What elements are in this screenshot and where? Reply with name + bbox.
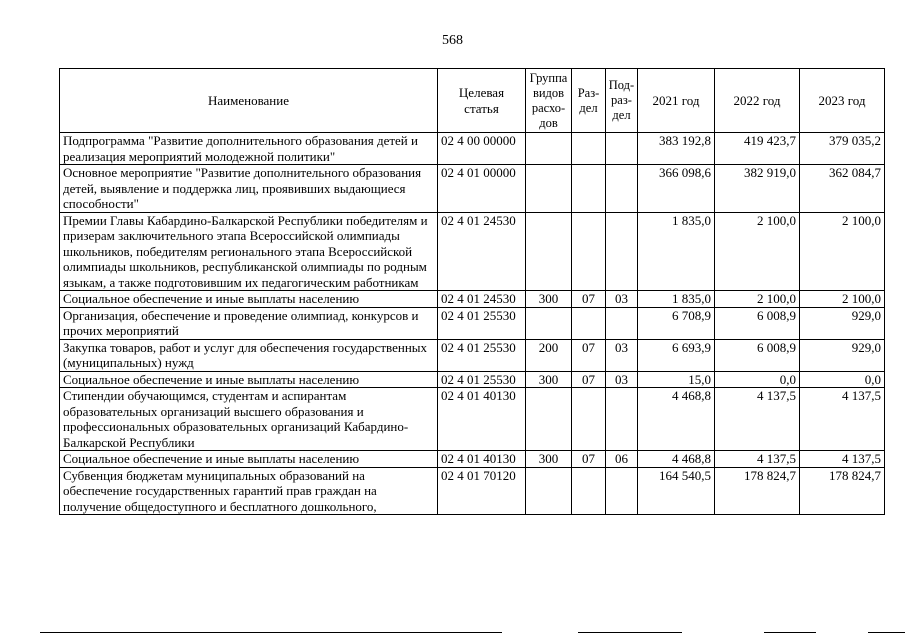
header-year-2023: 2023 год	[800, 69, 885, 133]
header-year-2021: 2021 год	[638, 69, 715, 133]
row-subsection: 03	[606, 339, 638, 371]
row-target-article: 02 4 01 40130	[438, 388, 526, 451]
row-expense-group	[526, 165, 572, 213]
row-expense-group: 300	[526, 291, 572, 308]
header-subsection: Под-раз-дел	[606, 69, 638, 133]
row-name: Стипендии обучающимся, студентам и аспирантам образовательных организаций высшего образования и профессиональных образовательных организаций Кабардино-Балкарской Республики	[60, 388, 438, 451]
table-row	[60, 388, 885, 451]
row-section	[572, 133, 606, 165]
row-target-article: 02 4 01 25530	[438, 371, 526, 388]
row-target-article: 02 4 01 25530	[438, 307, 526, 339]
row-amount-2022: 2 100,0	[715, 212, 800, 291]
row-section: 07	[572, 371, 606, 388]
row-amount-2021: 4 468,8	[638, 388, 715, 451]
row-amount-2022: 382 919,0	[715, 165, 800, 213]
row-amount-2022: 4 137,5	[715, 388, 800, 451]
row-amount-2022: 6 008,9	[715, 339, 800, 371]
row-expense-group: 300	[526, 451, 572, 468]
row-name: Основное мероприятие "Развитие дополнительного образования детей, выявление и поддержка лиц, проявивших выдающиеся способности"	[60, 165, 438, 213]
row-section: 07	[572, 291, 606, 308]
row-name: Субвенция бюджетам муниципальных образований на обеспечение государственных гарантий прав граждан на получение общедоступного и бесплатного дошкольного,	[60, 467, 438, 515]
row-amount-2021: 6 693,9	[638, 339, 715, 371]
row-amount-2022: 0,0	[715, 371, 800, 388]
footer-rule	[868, 632, 905, 633]
row-expense-group: 200	[526, 339, 572, 371]
row-target-article: 02 4 01 24530	[438, 291, 526, 308]
table-row	[60, 451, 885, 468]
row-expense-group	[526, 307, 572, 339]
row-amount-2023: 178 824,7	[800, 467, 885, 515]
row-amount-2023: 362 084,7	[800, 165, 885, 213]
table-row	[60, 212, 885, 291]
row-section	[572, 165, 606, 213]
row-expense-group	[526, 467, 572, 515]
row-amount-2023: 4 137,5	[800, 451, 885, 468]
row-section	[572, 307, 606, 339]
row-expense-group	[526, 388, 572, 451]
header-expense-group: Группа видов расхо-дов	[526, 69, 572, 133]
row-section	[572, 388, 606, 451]
row-amount-2023: 379 035,2	[800, 133, 885, 165]
row-amount-2022: 4 137,5	[715, 451, 800, 468]
header-target-article: Целевая статья	[438, 69, 526, 133]
footer-rule	[578, 632, 682, 633]
table-row	[60, 291, 885, 308]
row-subsection	[606, 133, 638, 165]
table-row	[60, 467, 885, 515]
row-name: Премии Главы Кабардино-Балкарской Республики победителям и призерам заключительного этапа Всероссийской олимпиады школьников, победителям регионального этапа Всероссийской олимпиады школьников, республиканской олимпиады по родным языкам, а также подготовившим их педагогическим работникам	[60, 212, 438, 291]
row-target-article: 02 4 01 40130	[438, 451, 526, 468]
row-amount-2021: 383 192,8	[638, 133, 715, 165]
row-amount-2023: 0,0	[800, 371, 885, 388]
row-name: Социальное обеспечение и иные выплаты населению	[60, 291, 438, 308]
row-name: Организация, обеспечение и проведение олимпиад, конкурсов и прочих мероприятий	[60, 307, 438, 339]
row-amount-2021: 366 098,6	[638, 165, 715, 213]
row-target-article: 02 4 00 00000	[438, 133, 526, 165]
header-name: Наименование	[60, 69, 438, 133]
row-subsection: 03	[606, 371, 638, 388]
row-subsection	[606, 467, 638, 515]
row-expense-group	[526, 212, 572, 291]
row-amount-2022: 6 008,9	[715, 307, 800, 339]
footer-rule	[40, 632, 502, 633]
table-row	[60, 307, 885, 339]
row-amount-2022: 2 100,0	[715, 291, 800, 308]
row-name: Социальное обеспечение и иные выплаты населению	[60, 451, 438, 468]
row-name: Закупка товаров, работ и услуг для обеспечения государственных (муниципальных) нужд	[60, 339, 438, 371]
table-row	[60, 339, 885, 371]
row-subsection: 06	[606, 451, 638, 468]
row-amount-2023: 2 100,0	[800, 291, 885, 308]
row-amount-2021: 1 835,0	[638, 291, 715, 308]
table-header-row	[60, 69, 885, 133]
row-amount-2022: 178 824,7	[715, 467, 800, 515]
row-amount-2021: 164 540,5	[638, 467, 715, 515]
header-year-2022: 2022 год	[715, 69, 800, 133]
row-amount-2023: 929,0	[800, 307, 885, 339]
budget-table	[59, 68, 885, 515]
row-section: 07	[572, 339, 606, 371]
row-amount-2021: 1 835,0	[638, 212, 715, 291]
row-subsection	[606, 212, 638, 291]
row-target-article: 02 4 01 24530	[438, 212, 526, 291]
row-amount-2021: 4 468,8	[638, 451, 715, 468]
row-expense-group: 300	[526, 371, 572, 388]
row-name: Подпрограмма "Развитие дополнительного образования детей и реализация мероприятий молодежной политики"	[60, 133, 438, 165]
row-section	[572, 212, 606, 291]
row-target-article: 02 4 01 70120	[438, 467, 526, 515]
row-subsection: 03	[606, 291, 638, 308]
header-section: Раз-дел	[572, 69, 606, 133]
row-amount-2021: 15,0	[638, 371, 715, 388]
row-section: 07	[572, 451, 606, 468]
row-subsection	[606, 307, 638, 339]
row-target-article: 02 4 01 25530	[438, 339, 526, 371]
row-name: Социальное обеспечение и иные выплаты населению	[60, 371, 438, 388]
row-amount-2023: 4 137,5	[800, 388, 885, 451]
row-amount-2022: 419 423,7	[715, 133, 800, 165]
row-amount-2023: 929,0	[800, 339, 885, 371]
table-row	[60, 133, 885, 165]
footer-rule	[764, 632, 816, 633]
row-amount-2023: 2 100,0	[800, 212, 885, 291]
row-section	[572, 467, 606, 515]
table-row	[60, 371, 885, 388]
row-expense-group	[526, 133, 572, 165]
row-target-article: 02 4 01 00000	[438, 165, 526, 213]
row-amount-2021: 6 708,9	[638, 307, 715, 339]
row-subsection	[606, 165, 638, 213]
row-subsection	[606, 388, 638, 451]
page-number: 568	[442, 33, 463, 48]
table-row	[60, 165, 885, 213]
